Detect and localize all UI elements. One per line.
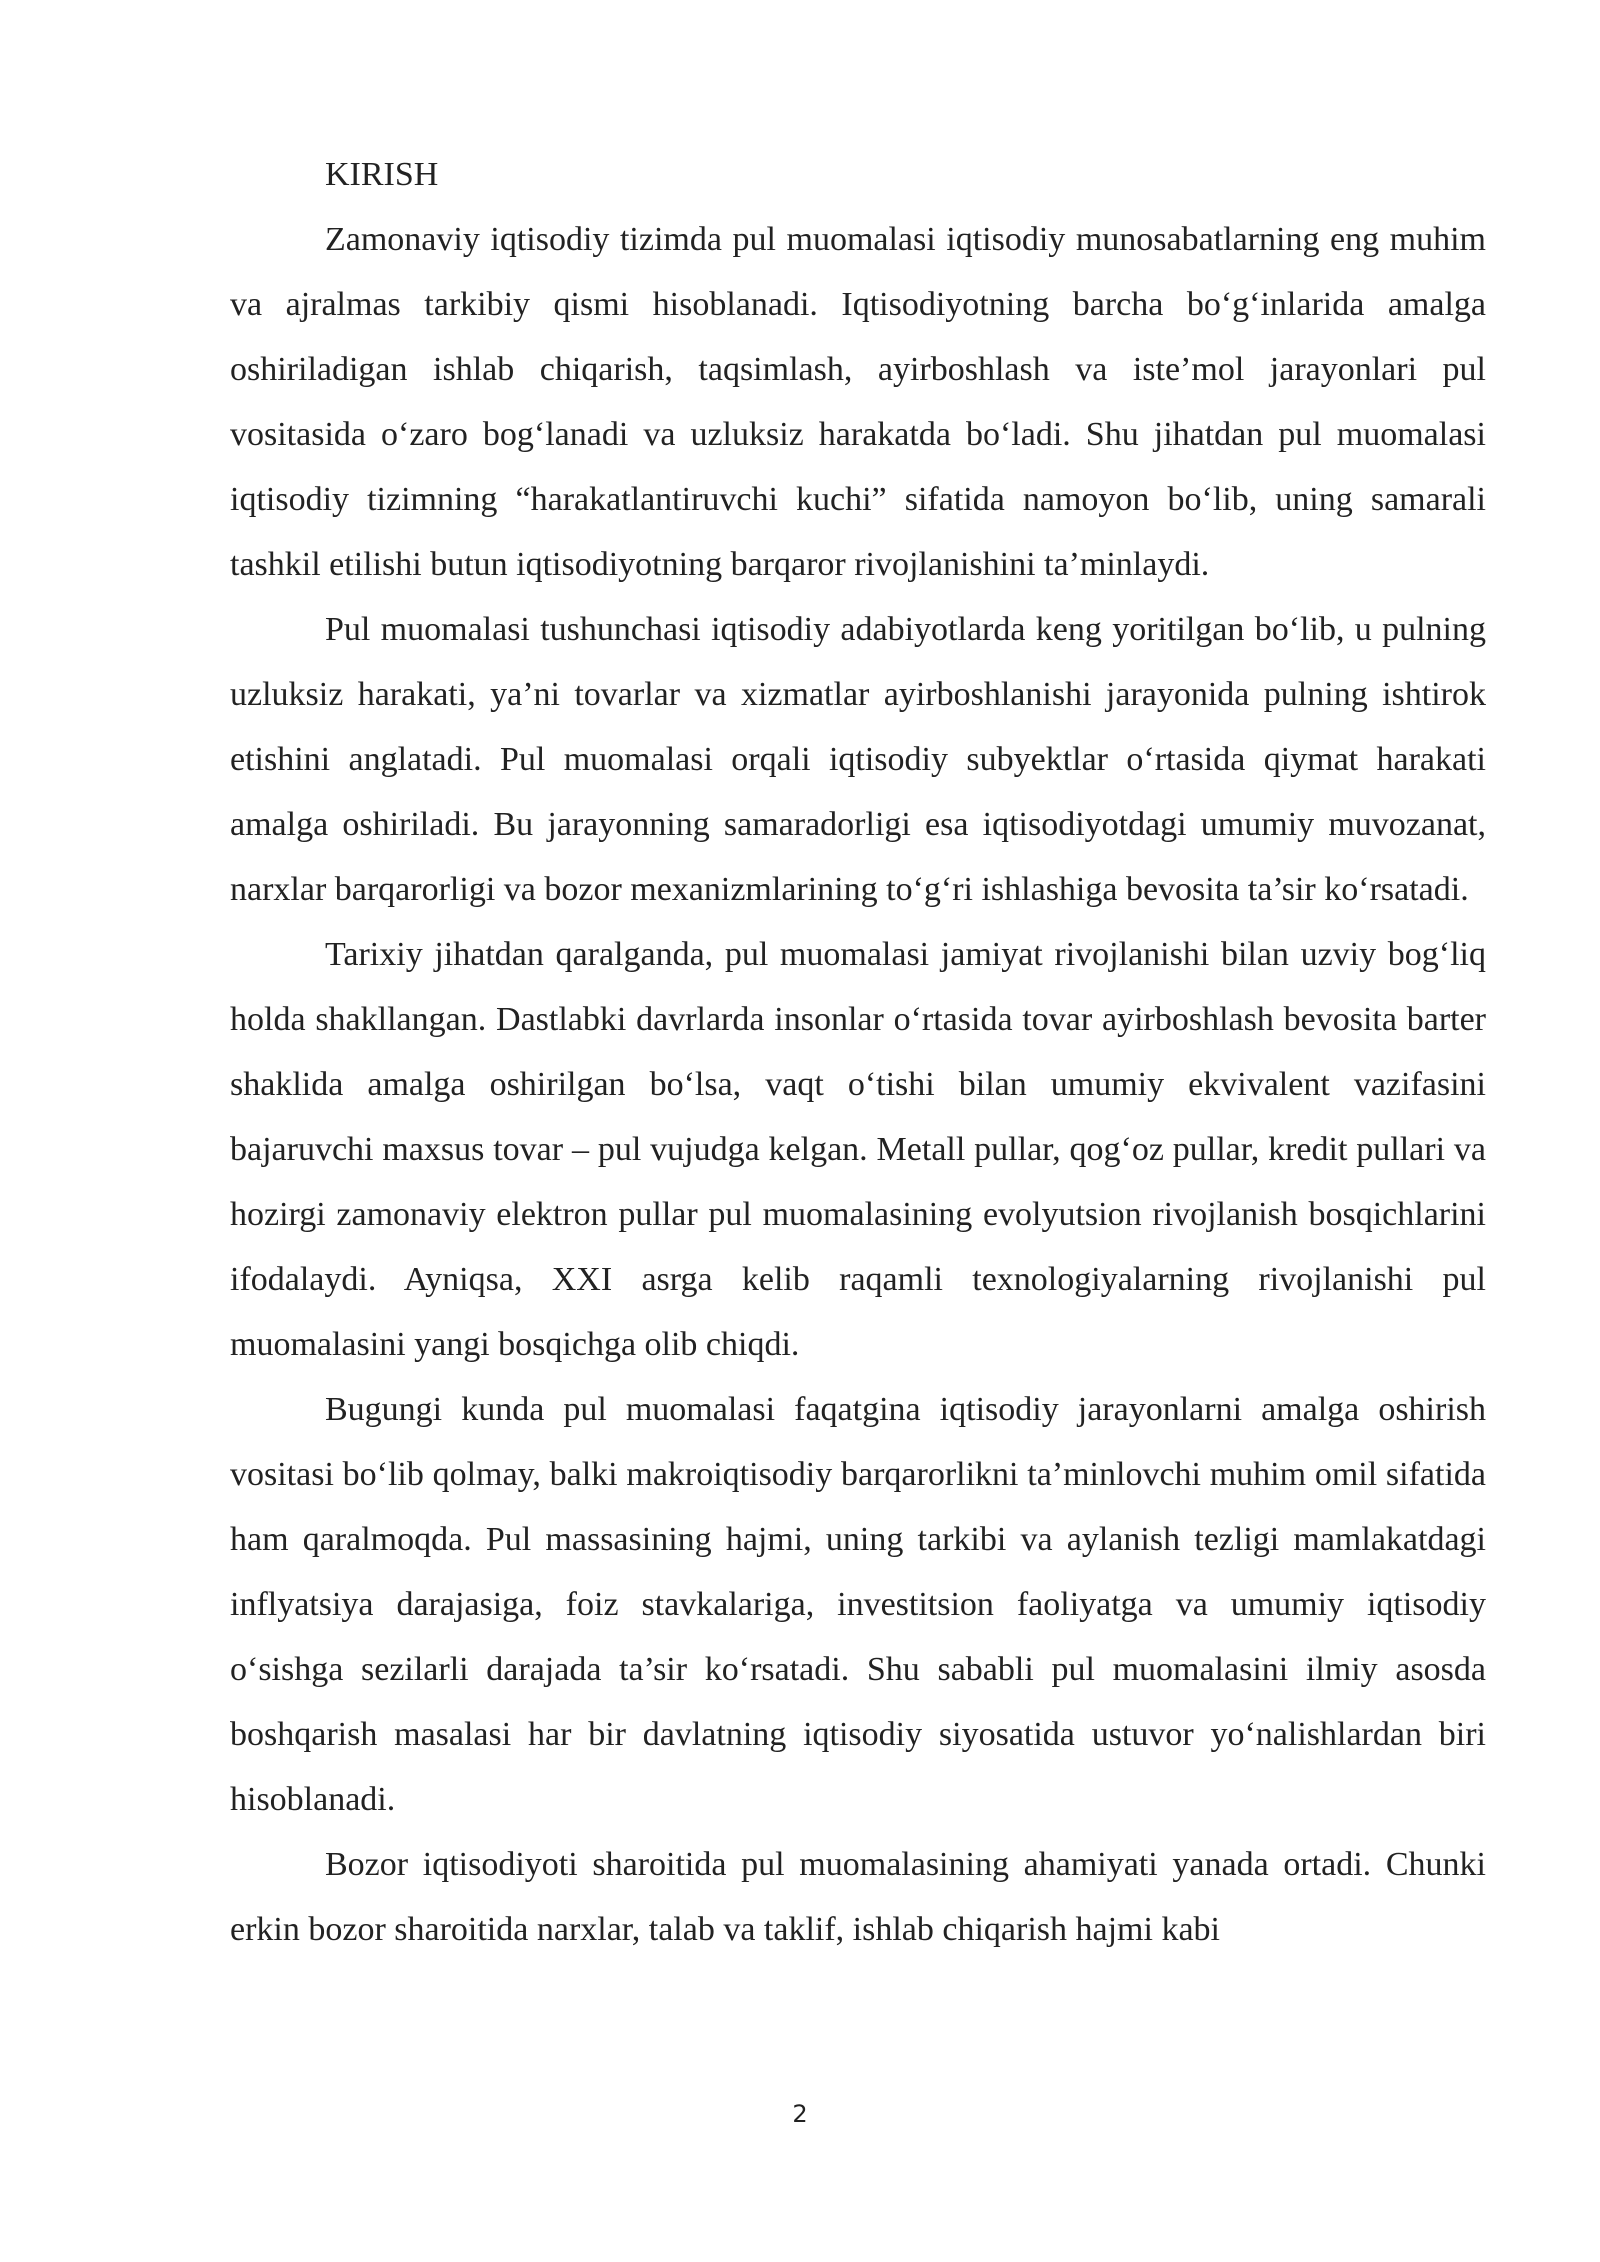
paragraph: Bugungi kunda pul muomalasi faqatgina iqtisodiy jarayonlarni amalga oshirish vositasi bo‘lib qolmay, balki makroiqtisodiy barqarorlikni ta’minlovchi muhim omil sifatida ham qaralmoqda. Pul massasining hajmi, uning tarkibi va aylanish tezligi mamlakatdagi inflyatsiya darajasiga, foiz stavkalariga, investitsion faoliyatga va umumiy iqtisodiy o‘sishga sezilarli darajada ta’sir ko‘rsatadi. Shu sababli pul muomalasini ilmiy asosda boshqarish masalasi har bir davlatning iqtisodiy siyosatida ustuvor yo‘nalishlardan biri hisoblanadi. <box>230 1391 1486 1818</box>
page-content <box>230 142 1486 1962</box>
section-heading: KIRISH <box>325 156 439 193</box>
paragraph: Bozor iqtisodiyoti sharoitida pul muomalasining ahamiyati yanada ortadi. Chunki erkin bozor sharoitida narxlar, talab va taklif, ishlab chiqarish hajmi kabi <box>230 1846 1486 1948</box>
paragraph: Tarixiy jihatdan qaralganda, pul muomalasi jamiyat rivojlanishi bilan uzviy bog‘liq holda shakllangan. Dastlabki davrlarda insonlar o‘rtasida tovar ayirboshlash bevosita barter shaklida amalga oshirilgan bo‘lsa, vaqt o‘tishi bilan umumiy ekvivalent vazifasini bajaruvchi maxsus tovar – pul vujudga kelgan. Metall pullar, qog‘oz pullar, kredit pullari va hozirgi zamonaviy elektron pullar pul muomalasining evolyutsion rivojlanish bosqichlarini ifodalaydi. Ayniqsa, XXI asrga kelib raqamli texnologiyalarning rivojlanishi pul muomalasini yangi bosqichga olib chiqdi. <box>230 936 1486 1363</box>
paragraph: Pul muomalasi tushunchasi iqtisodiy adabiyotlarda keng yoritilgan bo‘lib, u pulning uzluksiz harakati, ya’ni tovarlar va xizmatlar ayirboshlanishi jarayonida pulning ishtirok etishini anglatadi. Pul muomalasi orqali iqtisodiy subyektlar o‘rtasida qiymat harakati amalga oshiriladi. Bu jarayonning samaradorligi esa iqtisodiyotdagi umumiy muvozanat, narxlar barqarorligi va bozor mexanizmlarining to‘g‘ri ishlashiga bevosita ta’sir ko‘rsatadi. <box>230 611 1486 908</box>
page-number: 2 <box>792 2100 808 2128</box>
paragraph: Zamonaviy iqtisodiy tizimda pul muomalasi iqtisodiy munosabatlarning eng muhim va ajralmas tarkibiy qismi hisoblanadi. Iqtisodiyotning barcha bo‘g‘inlarida amalga oshiriladigan ishlab chiqarish, taqsimlash, ayirboshlash va iste’mol jarayonlari pul vositasida o‘zaro bog‘lanadi va uzluksiz harakatda bo‘ladi. Shu jihatdan pul muomalasi iqtisodiy tizimning “harakatlantiruvchi kuchi” sifatida namoyon bo‘lib, uning samarali tashkil etilishi butun iqtisodiyotning barqaror rivojlanishini ta’minlaydi. <box>230 221 1486 583</box>
